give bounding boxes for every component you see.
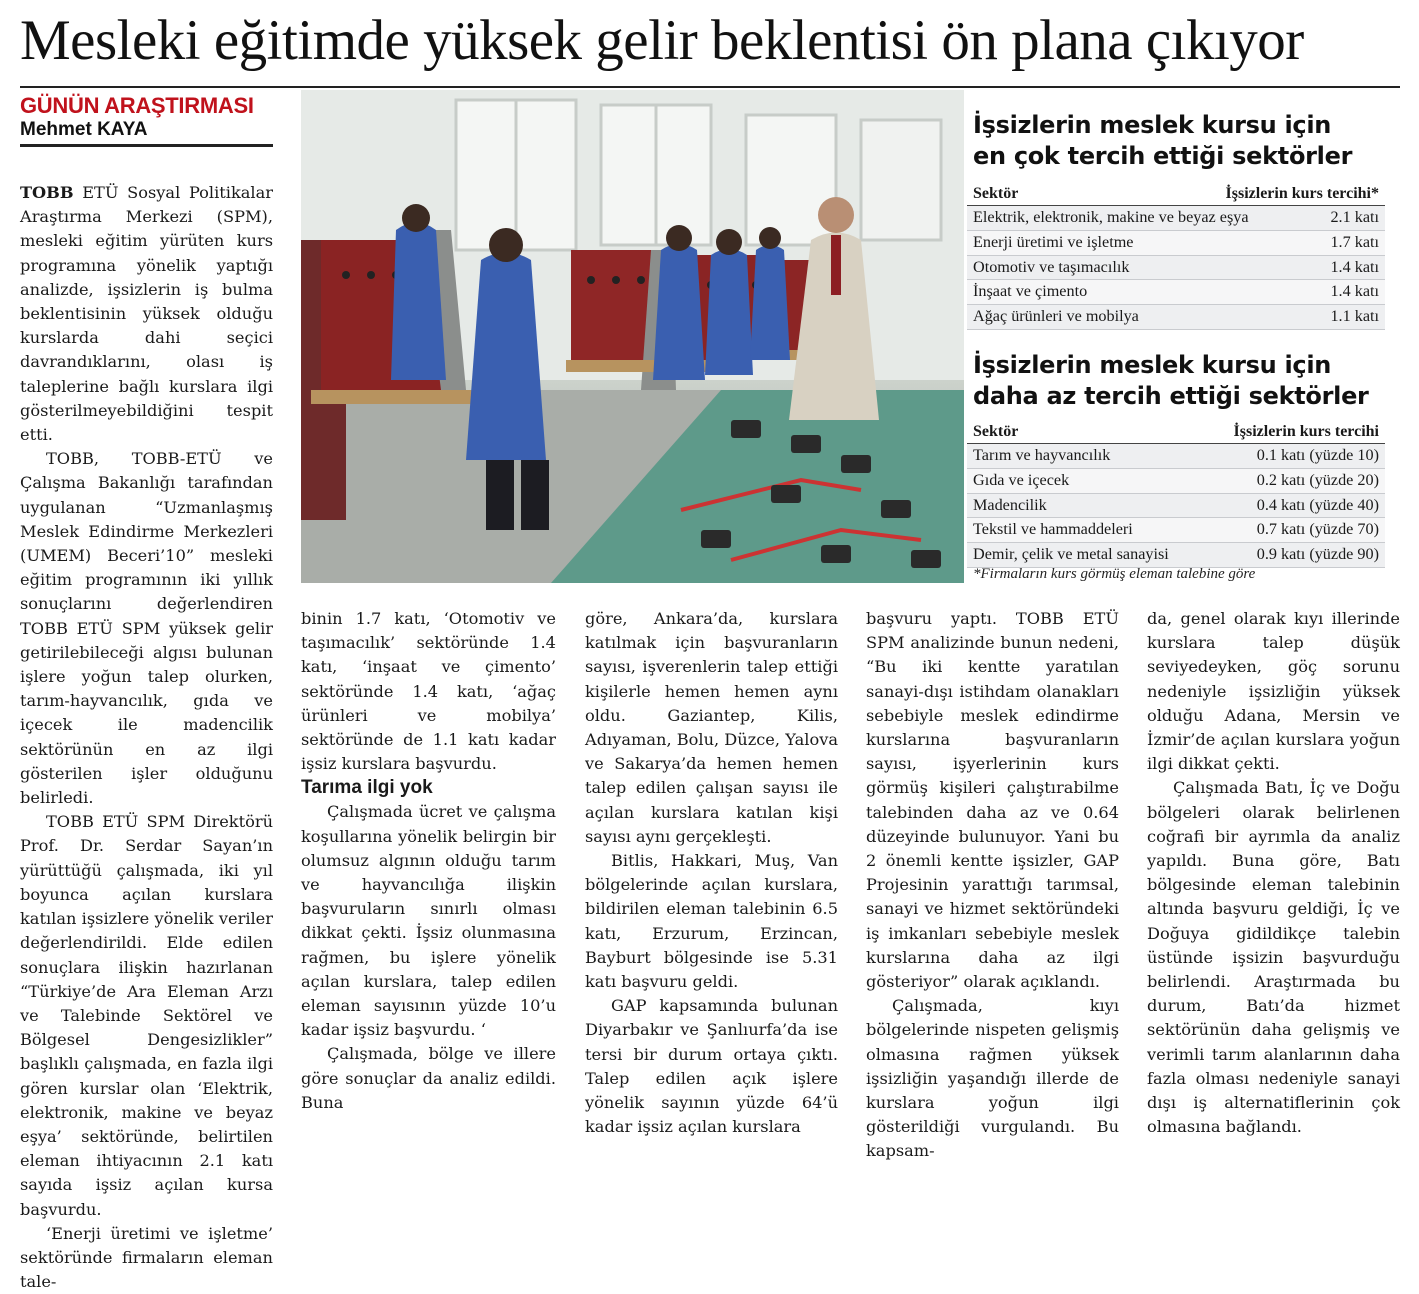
column-header-preference: İşsizlerin kurs tercihi*: [1225, 185, 1379, 202]
paragraph: TOBB ETÜ SPM Direktörü Prof. Dr. Serdar Sayan’ın yürüttüğü çalışmada, iki yıl boyunca açılan kurslara katılan işsizlere yönelik veriler değerlendirildi. Elde edilen sonuçlara ilişkin hazırlanan “Türkiye’de Ara Eleman Arzı ve Talebinde Sektörel ve Bölgesel Dengesizlikler” başlıklı çalışmada, en fazla ilgi gören kurslar olan ‘Elektrik, elektronik, makine ve beyaz eşya’ sektöründe, belirtilen eleman ihtiyacının 2.1 katı sayıda işsiz açılan kursa başvurdu.: [20, 812, 273, 1219]
paragraph-text: ETÜ Sosyal Politikalar Araştırma Merkezi (SPM), mesleki eğitim yürüten kurs programına yönelik yaptığı analizde, işsizlerin iş bulma beklentisinin yüksek olduğu kurslarda dahi seçici davrandıklarını, olası iş taleplerine bağlı kurslara ilgi gösterilmeyebildiğini tespit etti.: [20, 183, 273, 445]
subheading: Tarıma ilgi yok: [301, 777, 433, 799]
cell-value: 2.1 katı: [1330, 208, 1379, 226]
table-row: [967, 305, 1385, 330]
paragraph: da, genel olarak kıyı illerinde kurslara talep düşük seviyedeyken, göç sorunu nedeniyle işsizliğin yüksek olduğu Adana, Mersin ve İzmir’de açılan kurslara yoğun ilgi dikkat çekti.: [1147, 609, 1400, 774]
table-title-line: daha az tercih ettiği sektörler: [973, 382, 1369, 410]
cell-sector: Ağaç ürünleri ve mobilya: [973, 307, 1139, 326]
paragraph: Çalışmada Batı, İç ve Doğu bölgeleri olarak belirlenen coğrafi bir ayrımla da analiz yapıldı. Buna göre, Batı bölgesinde eleman talebinin altında başvuru geldiği, İç ve Doğuya gidildikçe talebin üstünde işsizin başvurduğu belirlendi. Araştırmada bu durum, Batı’da hizmet sektörünün daha gelişmiş ve verimli tarım alanlarının daha fazla olması nedeniyle sanayi dışı iş alternatiflerinin çok olmasına bağlandı.: [1147, 778, 1400, 1137]
cell-sector: İnşaat ve çimento: [973, 282, 1088, 301]
cell-value: 0.4 katı (yüzde 40): [1256, 495, 1379, 514]
cell-sector: Tekstil ve hammaddeleri: [973, 520, 1133, 539]
table-row: [967, 206, 1385, 231]
cell-value: 1.4 katı: [1330, 257, 1379, 276]
table-most-preferred: [967, 183, 1385, 330]
paragraph: Çalışmada, bölge ve illere göre sonuçlar da analiz edildi. Buna: [301, 1044, 556, 1112]
cell-sector: Gıda ve içecek: [973, 470, 1070, 489]
cell-sector: Otomotiv ve taşımacılık: [973, 257, 1130, 276]
column-header-preference: İşsizlerin kurs tercihi: [1233, 423, 1379, 440]
paragraph: Çalışmada, kıyı bölgelerinde nispeten gelişmiş olmasına rağmen yüksek işsizliğin yaşandığı illerde de kurslara yoğun ilgi gösterildiği vurgulandı. Bu kapsam-: [866, 996, 1119, 1161]
cell-sector: Tarım ve hayvancılık: [973, 446, 1111, 464]
headline: Mesleki eğitimde yüksek gelir beklentisi ön plana çıkıyor: [20, 9, 1304, 72]
cell-sector: Madencilik: [973, 495, 1047, 514]
headline-rule: [20, 86, 1400, 88]
classroom-illustration: [301, 90, 964, 583]
paragraph: göre, Ankara’da, kurslara katılmak için başvuranların sayısı, işverenlerin talep ettiği kişilerle hemen hemen aynı oldu. Gaziantep, Kilis, Adıyaman, Bolu, Düzce, Yalova ve Sakarya’da hemen hemen talep edilen çalışan sayısı ile açılan kurslara katılan kişi sayısı aynı gerçekleşti.: [585, 609, 838, 846]
paragraph: Çalışmada ücret ve çalışma koşullarına yönelik belirgin bir olumsuz algının olduğu tarım ve hayvancılığa ilişkin başvuruların sınırlı olması dikkat çekti. İşsiz olunmasına rağmen, bu işlere yönelik açılan kurslara, talep edilen eleman sayısının yüzde 10’u kadar işsiz başvurdu. ‘: [301, 802, 556, 1040]
column-header-sector: Sektör: [973, 185, 1019, 202]
table-row: [967, 256, 1385, 281]
cell-value: 0.1 katı (yüzde 10): [1256, 446, 1379, 464]
table-most-title: [973, 110, 1393, 172]
paragraph: TOBB, TOBB-ETÜ ve Çalışma Bakanlığı tarafından uygulanan “Uzmanlaşmış Meslek Edindirme Merkezleri (UMEM) Beceri’10” mesleki eğitim programının iki yıllık sonuçlarını değerlendiren TOBB ETÜ SPM yüksek gelir getirilebileceği algısı bulunan işlere yoğun talep olurken, tarım-hayvancılık, gıda ve içecek ile madencilik sektörünün en az ilgi gösterilen işler olduğunu belirledi.: [20, 449, 273, 808]
article-column-2: [301, 607, 556, 1112]
paragraph: [20, 181, 273, 447]
table-footnote: *Firmaların kurs görmüş eleman talebine göre: [973, 566, 1256, 582]
table-row: [967, 280, 1385, 305]
paragraph: binin 1.7 katı, ‘Otomotiv ve taşımacılık’ sektöründe 1.4 katı, ‘inşaat ve çimento’ sektöründe 1.4 katı, ‘ağaç ürünleri ve mobilya’ sektöründe de 1.1 katı kadar işsiz kurslara başvurdu.: [301, 609, 556, 774]
table-header-row: [967, 183, 1385, 206]
cell-value: 0.2 katı (yüzde 20): [1256, 470, 1379, 489]
cell-value: 1.1 katı: [1330, 307, 1379, 326]
paragraph: ‘Enerji üretimi ve işletme’ sektöründe firmaların eleman tale-: [20, 1223, 273, 1292]
author-byline: Mehmet KAYA: [20, 119, 148, 140]
cell-value: 1.4 katı: [1330, 282, 1379, 301]
article-column-3: [585, 607, 838, 1137]
article-column-1: [20, 181, 273, 1292]
table-title-line: İşsizlerin meslek kursu için: [973, 111, 1332, 139]
table-row: [967, 518, 1385, 543]
cell-sector: Enerji üretimi ve işletme: [973, 232, 1134, 251]
table-title-line: İşsizlerin meslek kursu için: [973, 351, 1332, 379]
article-column-5: [1147, 607, 1400, 1137]
cell-sector: Demir, çelik ve metal sanayisi: [973, 545, 1169, 564]
cell-value: 0.7 katı (yüzde 70): [1256, 520, 1379, 539]
table-title-line: en çok tercih ettiği sektörler: [973, 142, 1353, 170]
article-column-4: [866, 607, 1119, 1161]
lead-word: TOBB: [20, 183, 74, 202]
table-least-preferred: [967, 421, 1385, 568]
byline-rule: [20, 144, 273, 147]
classroom-photo: [301, 90, 964, 583]
cell-value: 1.7 katı: [1330, 232, 1379, 251]
table-row: [967, 444, 1385, 469]
table-least-title: [973, 350, 1393, 412]
paragraph: Bitlis, Hakkari, Muş, Van bölgelerinde açılan kurslara, bildirilen eleman talebinin 6.5 katı, Erzurum, Erzincan, Bayburt bölgesinde ise 5.31 katı başvuru geldi.: [585, 851, 838, 992]
paragraph: başvuru yaptı. TOBB ETÜ SPM analizinde bunun nedeni, “Bu iki kentte yaratılan sanayi-dışı istihdam olanakları sebebiyle meslek edindirme kurslarına başvuranların sayısı, işyerlerinin kurs görmüş kişileri çalıştırabilme talebinden daha az ve 0.64 düzeyinde bulunuyor. Yani bu 2 önemli kentte işsizler, GAP Projesinin yarattığı tarımsal, sanayi ve hizmet sektöründeki iş imkanları sebebiyle meslek kurslarına daha az ilgi gösteriyor” olarak açıklandı.: [866, 609, 1119, 992]
table-row: [967, 469, 1385, 494]
cell-value: 0.9 katı (yüzde 90): [1256, 545, 1379, 564]
column-header-sector: Sektör: [973, 423, 1019, 440]
section-label: GÜNÜN ARAŞTIRMASI: [20, 93, 254, 118]
cell-sector: Elektrik, elektronik, makine ve beyaz eşya: [973, 208, 1249, 226]
paragraph: GAP kapsamında bulunan Diyarbakır ve Şanlıurfa’da ise tersi bir durum ortaya çıktı. Talep edilen açık işlere yönelik sayının yüzde 64’ü kadar işsiz açılan kurslara: [585, 996, 838, 1137]
table-row: [967, 231, 1385, 256]
table-row: [967, 494, 1385, 519]
table-header-row: [967, 421, 1385, 444]
